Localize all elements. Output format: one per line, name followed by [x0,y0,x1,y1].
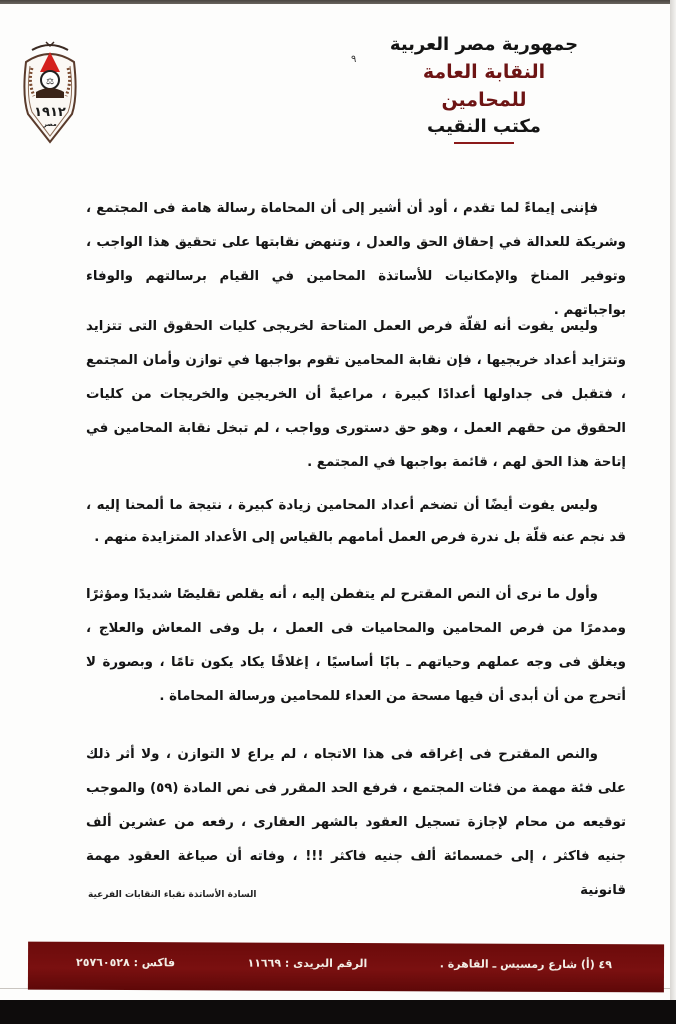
logo-year: ١٩١٢ [34,105,66,120]
logo-country: مصر [43,121,57,128]
footer-postal-code: الرقم البريدى : ١١٦٦٩ [247,956,368,970]
letterhead [384,32,584,144]
footer-fax: فاكس : ٢٥٧٦٠٥٢٨ [76,955,176,969]
letterhead-organization: النقابة العامة للمحامين [422,61,546,111]
scan-bottom-background [0,1000,676,1024]
paragraph-5: والنص المقترح فى إغراقه فى هذا الاتجاه ، لم يراع لا التوازن ، ولا أثر ذلك على فئة مهمة من فئات المجتمع ، فرفع الحد المقرر فى نص المادة (٥٩) والموجب توقيعه من محام لإجازة تسجيل العقود بالشهر العقارى ، رفعه من عشرين ألف جنيه فاكثر ، إلى خمسمائة ألف جنيه فاكثر !!! ، وفاته أن صياغة العقود مهمة قانونية [86,747,626,898]
paragraph-4: وأول ما نرى أن النص المقترح لم يتفطن إليه ، أنه يقلص تقليصًا شديدًا ومؤثرًا ومدمرًا من فرص المحامين والمحاميات فى العمل ، بل وفى المعاش والعلاج ، ويغلق فى وجه عملهم وحياتهم ـ بابًا أساسيًا ، إغلاقًا يكاد يكون تامًا ، وبصورة لا أتحرج من أن أبدى أن فيها مسحة من العداء للمحامين ورسالة المحاماة . [86,587,626,704]
letterhead-office: مكتب النقيب [427,116,541,137]
footer-address: ٤٩ (أ) شارع رمسيس ـ القاهرة . [439,956,613,971]
scan-right-edge [670,0,676,1024]
letter-page [0,4,670,1004]
bar-association-emblem-icon [18,36,82,148]
footnote-container [88,882,288,901]
paragraph-1: فإننى إيماءً لما تقدم ، أود أن أشير إلى أن المحاماة رسالة هامة فى المجتمع ، وشريكة للعدالة في إحقاق الحق والعدل ، وتنهض نقابتها على تحقيق هذا الواجب ، وتوفير المناخ والإمكانيات للأساتذة المحامين في القيام برسالتهم والوفاء بواجباتهم . [86,201,626,318]
svg-text:⚖: ⚖ [45,77,55,87]
page-number: ٩ [351,54,357,65]
paragraph-2: وليس يفوت أنه لقلّة فرص العمل المتاحة لخريجى كليات الحقوق التى تتزايد وتتزايد أعداد خريجيها ، فإن نقابة المحامين تقوم بواجبها في توازن وأمان المجتمع ، فتقبل فى جداولها أعدادًا كبيرة ، مراعيةً أن الخريجين والخريجات من كليات الحقوق من حقهم العمل ، وهو حق دستورى وواجب ، لم تبخل نقابة المحامين في إتاحة هذا الحق لهم ، قائمة بواجبها في المجتمع . [86,319,626,470]
letterhead-divider [454,142,514,144]
footnote-recipients: السادة الأساتذة نقباء النقابات الفرعية [88,890,257,900]
paragraph-3: وليس يفوت أيضًا أن تضخم أعداد المحامين زيادة كبيرة ، نتيجة ما ألمحنا إليه ، قد نجم عنه قلّة بل ندرة فرص العمل أمامهم بالقياس إلى الأعداد المتزايدة منهم . [86,498,626,545]
letterhead-country: جمهورية مصر العربية [389,34,579,55]
footer-band [28,942,664,993]
